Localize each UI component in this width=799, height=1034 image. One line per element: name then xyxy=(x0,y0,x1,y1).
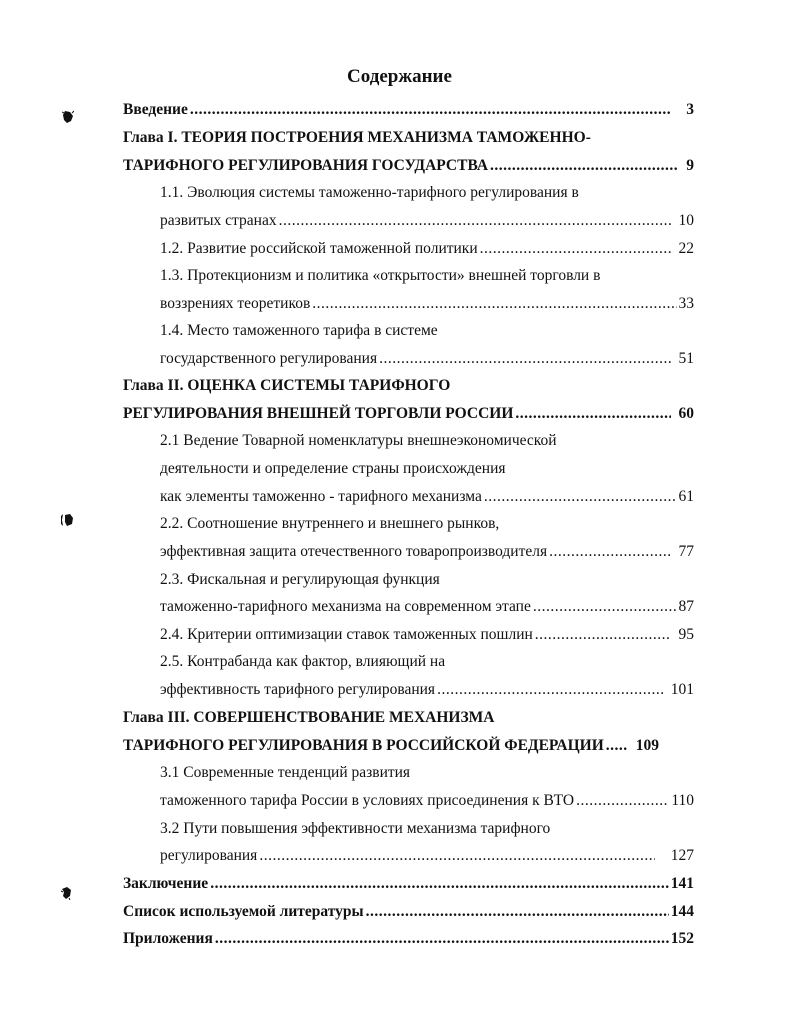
toc-label: 2.3. Фискальная и регулирующая функция xyxy=(160,571,440,588)
toc-entry xyxy=(160,239,694,259)
toc-label: государственного регулирования xyxy=(160,350,378,367)
toc-leader xyxy=(606,736,628,756)
toc-page-number: 61 xyxy=(678,488,694,505)
toc-section-heading xyxy=(160,459,506,479)
toc-section-heading xyxy=(160,819,550,839)
toc-chapter-heading xyxy=(123,128,591,148)
toc-leader xyxy=(576,791,669,811)
toc-entry xyxy=(123,736,694,756)
toc-page-number: 9 xyxy=(686,157,694,174)
toc-entry xyxy=(160,791,694,811)
toc-section-heading xyxy=(160,431,557,451)
toc-label: 2.2. Соотношение внутреннего и внешнего рынков, xyxy=(160,515,500,532)
toc-entry xyxy=(160,542,694,562)
toc-label: Введение xyxy=(123,101,188,118)
page-title: Содержание xyxy=(347,66,452,87)
toc-label: воззрениях теоретиков xyxy=(160,295,311,312)
toc-entry xyxy=(123,902,694,922)
toc-label: 1.1. Эволюция системы таможенно-тарифного регулирования в xyxy=(160,184,579,201)
toc-section-heading xyxy=(160,570,440,590)
toc-entry xyxy=(123,404,694,424)
toc-entry xyxy=(160,846,694,866)
toc-label: развитых странах xyxy=(160,212,277,229)
toc-leader xyxy=(484,487,677,507)
toc-label: 2.5. Контрабанда как фактор, влияющий на xyxy=(160,653,446,670)
toc-entry xyxy=(160,349,694,369)
toc-section-heading xyxy=(160,183,579,203)
toc-entry xyxy=(123,929,694,949)
toc-page-number: 152 xyxy=(670,930,694,947)
toc-entry xyxy=(160,597,694,617)
toc-leader xyxy=(549,542,670,562)
toc-entry xyxy=(160,211,694,231)
toc-section-heading xyxy=(160,321,438,341)
toc-label: эффективность тарифного регулирования xyxy=(160,681,436,698)
toc-label: ТАРИФНОГО РЕГУЛИРОВАНИЯ В РОССИЙСКОЙ ФЕДЕРАЦИИ xyxy=(123,737,604,754)
toc-page-number: 60 xyxy=(678,405,694,422)
toc-entry xyxy=(123,874,694,894)
toc-label: ТАРИФНОГО РЕГУЛИРОВАНИЯ ГОСУДАРСТВА xyxy=(123,157,489,174)
toc-leader xyxy=(215,929,669,949)
scan-speck-icon xyxy=(60,513,72,527)
toc-leader xyxy=(279,211,671,231)
toc-label: Список используемой литературы xyxy=(123,903,364,920)
toc-leader xyxy=(490,156,678,176)
toc-label: таможенно-тарифного механизма на современном этапе xyxy=(160,598,531,615)
toc-page-number: 141 xyxy=(670,875,694,892)
toc-page-number: 127 xyxy=(670,847,694,864)
toc-chapter-heading xyxy=(123,376,450,396)
toc-label: как элементы таможенно - тарифного механизма xyxy=(160,488,482,505)
toc-label: регулирования xyxy=(160,847,258,864)
toc-page-number: 95 xyxy=(678,626,694,643)
toc-page-number: 33 xyxy=(678,295,694,312)
toc-label: 1.4. Место таможенного тарифа в системе xyxy=(160,322,438,339)
toc-entry xyxy=(123,100,694,120)
toc-label: Заключение xyxy=(123,875,209,892)
toc-section-heading xyxy=(160,514,499,534)
toc-leader xyxy=(190,100,670,120)
scan-speck-icon xyxy=(60,886,72,900)
toc-page-number: 22 xyxy=(678,240,694,257)
toc-page-number: 144 xyxy=(670,903,694,920)
toc-section-heading xyxy=(160,652,445,672)
toc-page-number: 77 xyxy=(678,543,694,560)
scan-speck-icon xyxy=(62,110,74,124)
toc-page-number: 87 xyxy=(678,598,694,615)
toc-label: таможенного тарифа России в условиях присоединения к ВТО xyxy=(160,792,575,809)
toc-label: Глава II. ОЦЕНКА СИСТЕМЫ ТАРИФНОГО xyxy=(123,377,451,394)
toc-label: Приложения xyxy=(123,930,213,947)
toc-label: Глава I. ТЕОРИЯ ПОСТРОЕНИЯ МЕХАНИЗМА ТАМОЖЕННО- xyxy=(123,129,591,146)
toc-label: Глава III. СОВЕРШЕНСТВОВАНИЕ МЕХАНИЗМА xyxy=(123,709,495,726)
toc-leader xyxy=(210,874,669,894)
toc-section-heading xyxy=(160,763,410,783)
toc-entry xyxy=(160,680,694,700)
toc-leader xyxy=(259,846,654,866)
toc-label: 3.2 Пути повышения эффективности механизма тарифного xyxy=(160,820,551,837)
toc-chapter-heading xyxy=(123,708,495,728)
toc-leader xyxy=(515,404,670,424)
toc-label: РЕГУЛИРОВАНИЯ ВНЕШНЕЙ ТОРГОВЛИ РОССИИ xyxy=(123,405,514,422)
toc-page-number: 109 xyxy=(635,737,660,754)
toc-entry xyxy=(160,625,694,645)
toc-label: 1.2. Развитие российской таможенной политики xyxy=(160,240,478,257)
toc-leader xyxy=(366,902,669,922)
toc-leader xyxy=(312,294,676,314)
toc-page-number: 51 xyxy=(678,350,694,367)
toc-entry xyxy=(123,156,694,176)
toc-leader xyxy=(533,597,677,617)
toc-page-number: 3 xyxy=(686,101,694,118)
toc-leader xyxy=(379,349,670,369)
toc-leader xyxy=(535,625,671,645)
toc-entry xyxy=(160,294,694,314)
toc-label: 2.1 Ведение Товарной номенклатуры внешнеэкономической xyxy=(160,432,557,449)
toc-section-heading xyxy=(160,266,600,286)
toc-label: эффективная защита отечественного товаропроизводителя xyxy=(160,543,548,560)
toc-page-number: 10 xyxy=(678,212,694,229)
toc-leader xyxy=(437,680,663,700)
toc-label: деятельности и определение страны происхождения xyxy=(160,460,506,477)
toc-page-number: 110 xyxy=(671,792,694,809)
toc-label: 1.3. Протекционизм и политика «открытости» внешней торговли в xyxy=(160,267,601,284)
toc-entry xyxy=(160,487,694,507)
toc-label: 2.4. Критерии оптимизации ставок таможенных пошлин xyxy=(160,626,533,643)
toc-page-number: 101 xyxy=(670,681,694,698)
toc-leader xyxy=(480,239,671,259)
toc-label: 3.1 Современные тенденций развития xyxy=(160,764,411,781)
